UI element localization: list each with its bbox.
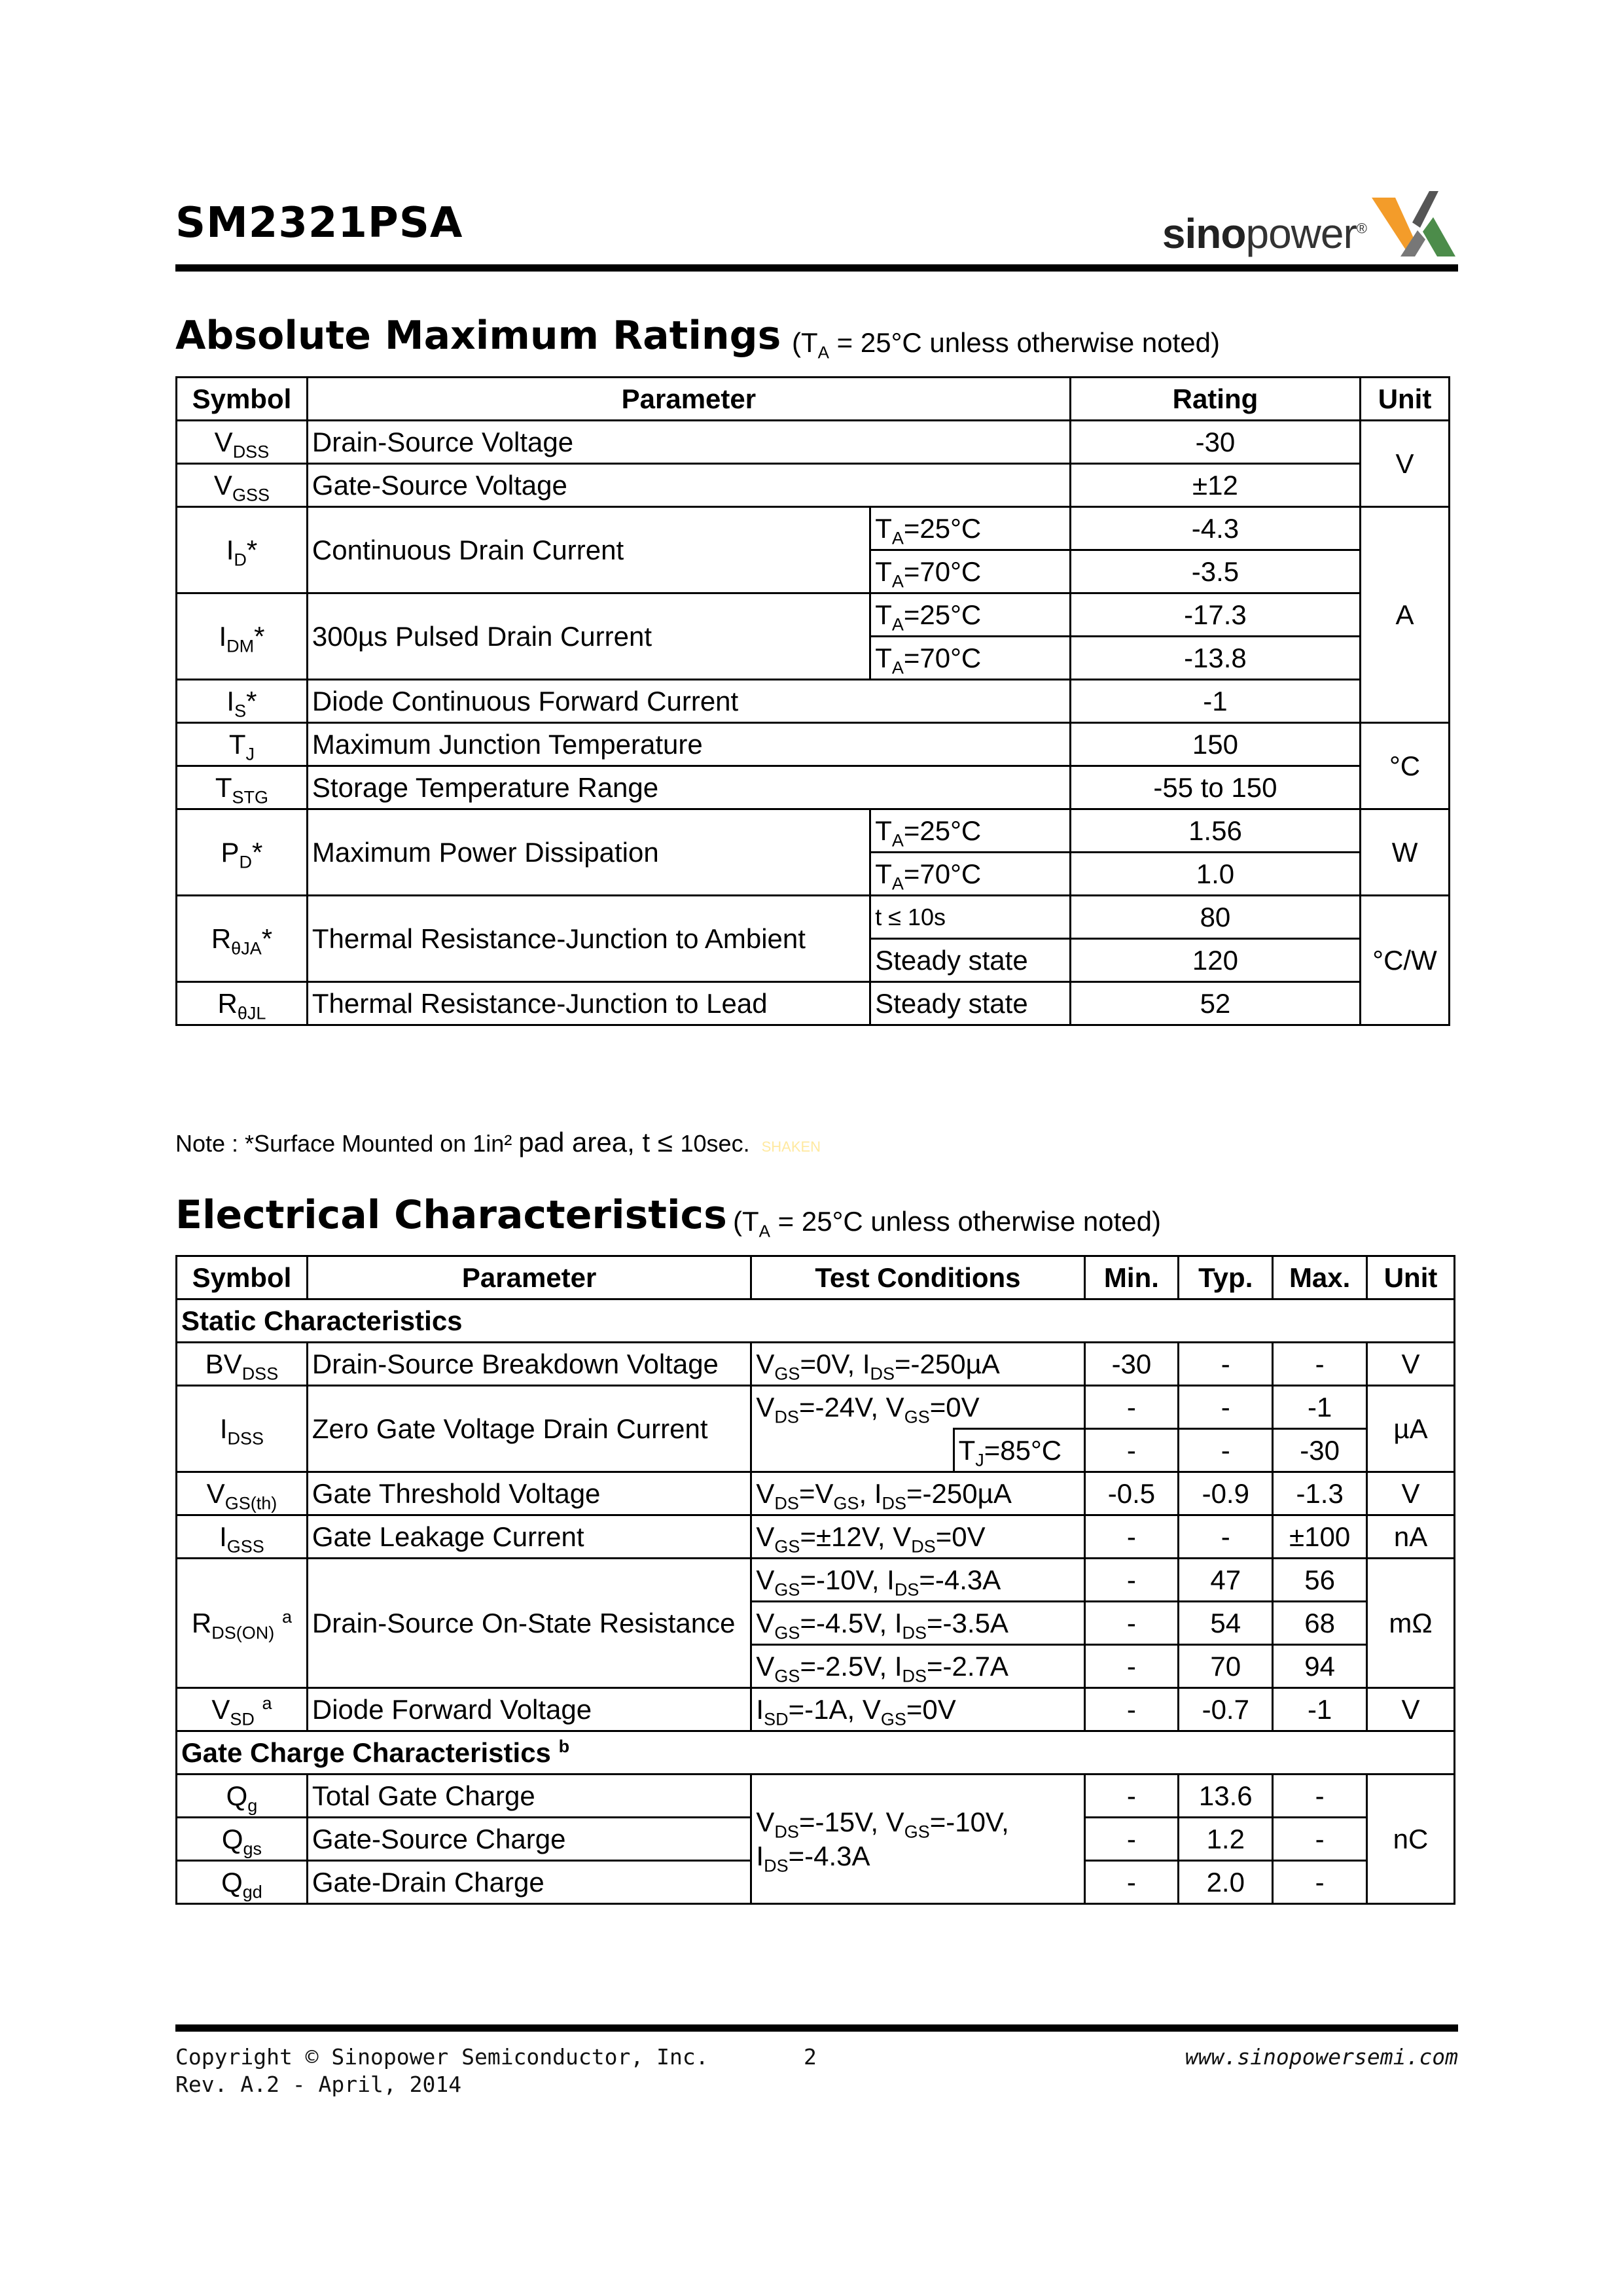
max-cell: ±100 [1273,1515,1367,1559]
parameter-cell: Continuous Drain Current [307,507,870,593]
parameter-cell: 300µs Pulsed Drain Current [307,593,870,680]
rating-cell: 150 [1070,723,1360,766]
max-cell: - [1273,1775,1367,1818]
symbol-cell: $T_J$ [177,723,308,766]
col-header: Typ. [1179,1256,1273,1299]
unit-cell: nA [1367,1515,1455,1559]
page-header [175,183,1458,275]
amr-conditions: ($T_A = 25^\circ C$ unless otherwise noted) [792,327,1220,362]
table-row [177,1775,1455,1818]
rating-cell: 1.0 [1070,853,1360,896]
max-cell: - [1273,1818,1367,1861]
ec-title: Electrical Characteristics [175,1192,727,1238]
symbol-cell: $Q_g$ [177,1775,308,1818]
typ-cell: 70 [1179,1645,1273,1688]
symbol-cell: $R_{\theta JL}$ [177,982,308,1025]
max-cell: -1.3 [1273,1472,1367,1515]
table-row [177,1386,1455,1429]
condition-cell: $T_A=70^\circ C$ [870,853,1071,896]
condition-cell: Steady state [870,982,1071,1025]
revision-text: Rev. A.2 - April, 2014 [175,2072,462,2097]
condition-cell: $V_{DS}=-15V$, $V_{GS}=-10V$, $I_{DS}=-4.3A$ [751,1775,1084,1904]
col-header: Unit [1361,378,1450,421]
parameter-cell: Maximum Junction Temperature [307,723,1070,766]
symbol-cell: $BV_{DSS}$ [177,1343,308,1386]
col-header: Unit [1367,1256,1455,1299]
min-cell: - [1084,1645,1179,1688]
unit-cell: µA [1367,1386,1455,1472]
typ-cell: 54 [1179,1602,1273,1645]
parameter-cell: Drain-Source On-State Resistance [307,1559,751,1688]
typ-cell: - [1179,1386,1273,1429]
footnote: Note : *Surface Mounted on 1in² pad area, t ≤ 10sec. SHAKEN [175,1127,821,1157]
typ-cell: -0.7 [1179,1688,1273,1731]
col-header: Min. [1084,1256,1179,1299]
condition-cell: $T_A=25^\circ C$ [870,809,1071,853]
rating-cell: -1 [1070,680,1360,723]
symbol-cell: $R_{DS(ON)}$ $^a$ [177,1559,308,1688]
parameter-cell: Diode Forward Voltage [307,1688,751,1731]
rating-cell: -55 to 150 [1070,766,1360,809]
rating-cell: -17.3 [1070,593,1360,637]
table-row [177,1343,1455,1386]
min-cell: -30 [1084,1343,1179,1386]
min-cell: - [1084,1515,1179,1559]
parameter-cell: Zero Gate Voltage Drain Current [307,1386,751,1472]
parameter-cell: Thermal Resistance-Junction to Lead [307,982,870,1025]
faint-watermark: SHAKEN [761,1139,821,1155]
condition-cell: $T_A=25^\circ C$ [870,593,1071,637]
symbol-cell: $I_{DM}*$ [177,593,308,680]
symbol-cell: $V_{GS(th)}$ [177,1472,308,1515]
rating-cell: -30 [1070,421,1360,464]
condition-spacer [751,1429,954,1472]
col-header: Symbol [177,1256,308,1299]
rating-cell: 52 [1070,982,1360,1025]
parameter-cell: Gate Leakage Current [307,1515,751,1559]
table-row [177,896,1450,939]
min-cell: - [1084,1429,1179,1472]
col-header: Parameter [307,378,1070,421]
amr-table [175,376,1450,1026]
table-row [177,1688,1455,1731]
group-row-gate-charge [177,1731,1455,1775]
condition-cell: $T_A=70^\circ C$ [870,637,1071,680]
table-row [177,593,1450,637]
col-header: Max. [1273,1256,1367,1299]
table-row [177,464,1450,507]
unit-cell: nC [1367,1775,1455,1904]
unit-cell: V [1361,421,1450,507]
table-row [177,723,1450,766]
group-label: Static Characteristics [177,1299,1455,1343]
condition-cell: $V_{DS}=-24V$, $V_{GS}=0V$ [751,1386,1084,1429]
condition-cell: $T_J=85^\circ C$ [954,1429,1084,1472]
table-row [177,809,1450,853]
website-link[interactable]: www.sinopowersemi.com [1185,2044,1458,2070]
symbol-cell: $T_{STG}$ [177,766,308,809]
unit-cell: A [1361,507,1450,723]
rating-cell: -3.5 [1070,550,1360,593]
table-header-row [177,1256,1455,1299]
typ-cell: - [1179,1515,1273,1559]
footer-rule [175,2024,1458,2032]
max-cell: - [1273,1343,1367,1386]
sinopower-logo [1118,183,1458,268]
max-cell: -1 [1273,1386,1367,1429]
typ-cell: 1.2 [1179,1818,1273,1861]
symbol-cell: $I_D*$ [177,507,308,593]
parameter-cell: Drain-Source Voltage [307,421,1070,464]
table-row [177,1559,1455,1602]
typ-cell: 13.6 [1179,1775,1273,1818]
typ-cell: - [1179,1343,1273,1386]
table-row [177,766,1450,809]
min-cell: -0.5 [1084,1472,1179,1515]
min-cell: - [1084,1386,1179,1429]
min-cell: - [1084,1688,1179,1731]
table-row [177,680,1450,723]
logo-mark-icon [1366,183,1458,268]
parameter-cell: Gate-Source Voltage [307,464,1070,507]
col-header: Parameter [307,1256,751,1299]
symbol-cell: $V_{GSS}$ [177,464,308,507]
symbol-cell: $I_{GSS}$ [177,1515,308,1559]
parameter-cell: Diode Continuous Forward Current [307,680,1070,723]
symbol-cell: $I_S*$ [177,680,308,723]
condition-cell: t ≤ 10s [870,896,1071,939]
table-row [177,507,1450,550]
max-cell: 94 [1273,1645,1367,1688]
condition-cell: $I_{SD}=-1A$, $V_{GS}=0V$ [751,1688,1084,1731]
typ-cell: - [1179,1429,1273,1472]
unit-cell: mΩ [1367,1559,1455,1688]
typ-cell: 47 [1179,1559,1273,1602]
col-header: Rating [1070,378,1360,421]
symbol-cell: $Q_{gs}$ [177,1818,308,1861]
part-number: SM2321PSA [175,199,463,247]
parameter-cell: Gate Threshold Voltage [307,1472,751,1515]
condition-cell: $V_{GS}=\pm 12V$, $V_{DS}=0V$ [751,1515,1084,1559]
group-label: Gate Charge Characteristics $^b$ [177,1731,1455,1775]
unit-cell: V [1367,1343,1455,1386]
logo-wordmark: sinopower® [1162,210,1366,257]
symbol-cell: $R_{\theta JA}*$ [177,896,308,982]
min-cell: - [1084,1559,1179,1602]
rating-cell: 80 [1070,896,1360,939]
condition-cell: $V_{GS}=-4.5V$, $I_{DS}=-3.5A$ [751,1602,1084,1645]
rating-cell: 120 [1070,939,1360,982]
table-row [177,1515,1455,1559]
max-cell: 56 [1273,1559,1367,1602]
parameter-cell: Total Gate Charge [307,1775,751,1818]
condition-cell: $V_{GS}=-10V$, $I_{DS}=-4.3A$ [751,1559,1084,1602]
symbol-cell: $V_{DSS}$ [177,421,308,464]
unit-cell: W [1361,809,1450,896]
group-row-static [177,1299,1455,1343]
condition-cell: $V_{DS}=V_{GS}$, $I_{DS}=-250\mu A$ [751,1472,1084,1515]
parameter-cell: Maximum Power Dissipation [307,809,870,896]
rating-cell: ±12 [1070,464,1360,507]
amr-title: Absolute Maximum Ratings [175,313,781,359]
table-row [177,982,1450,1025]
min-cell: - [1084,1861,1179,1904]
copyright-text: Copyright © Sinopower Semiconductor, Inc. [175,2044,709,2070]
symbol-cell: $V_{SD}$ $^a$ [177,1688,308,1731]
unit-cell: °C [1361,723,1450,809]
symbol-cell: $Q_{gd}$ [177,1861,308,1904]
condition-cell: Steady state [870,939,1071,982]
max-cell: 68 [1273,1602,1367,1645]
unit-cell: V [1367,1472,1455,1515]
col-header: Symbol [177,378,308,421]
parameter-cell: Gate-Drain Charge [307,1861,751,1904]
unit-cell: °C/W [1361,896,1450,1025]
parameter-cell: Thermal Resistance-Junction to Ambient [307,896,870,982]
condition-cell: $V_{GS}=0V$, $I_{DS}=-250\mu A$ [751,1343,1084,1386]
unit-cell: V [1367,1688,1455,1731]
min-cell: - [1084,1775,1179,1818]
typ-cell: 2.0 [1179,1861,1273,1904]
condition-cell: $T_A=25^\circ C$ [870,507,1071,550]
page-number: 2 [804,2044,817,2070]
ec-table [175,1255,1455,1905]
condition-cell: $T_A=70^\circ C$ [870,550,1071,593]
symbol-cell: $P_D*$ [177,809,308,896]
parameter-cell: Drain-Source Breakdown Voltage [307,1343,751,1386]
max-cell: -30 [1273,1429,1367,1472]
min-cell: - [1084,1602,1179,1645]
table-header-row [177,378,1450,421]
rating-cell: -4.3 [1070,507,1360,550]
rating-cell: 1.56 [1070,809,1360,853]
max-cell: -1 [1273,1688,1367,1731]
header-rule [175,264,1458,272]
col-header: Test Conditions [751,1256,1084,1299]
parameter-cell: Gate-Source Charge [307,1818,751,1861]
condition-cell: $V_{GS}=-2.5V$, $I_{DS}=-2.7A$ [751,1645,1084,1688]
table-row [177,1472,1455,1515]
table-row [177,421,1450,464]
max-cell: - [1273,1861,1367,1904]
parameter-cell: Storage Temperature Range [307,766,1070,809]
symbol-cell: $I_{DSS}$ [177,1386,308,1472]
ec-conditions: ($T_A = 25^\circ C$ unless otherwise noted) [733,1206,1161,1241]
rating-cell: -13.8 [1070,637,1360,680]
min-cell: - [1084,1818,1179,1861]
typ-cell: -0.9 [1179,1472,1273,1515]
